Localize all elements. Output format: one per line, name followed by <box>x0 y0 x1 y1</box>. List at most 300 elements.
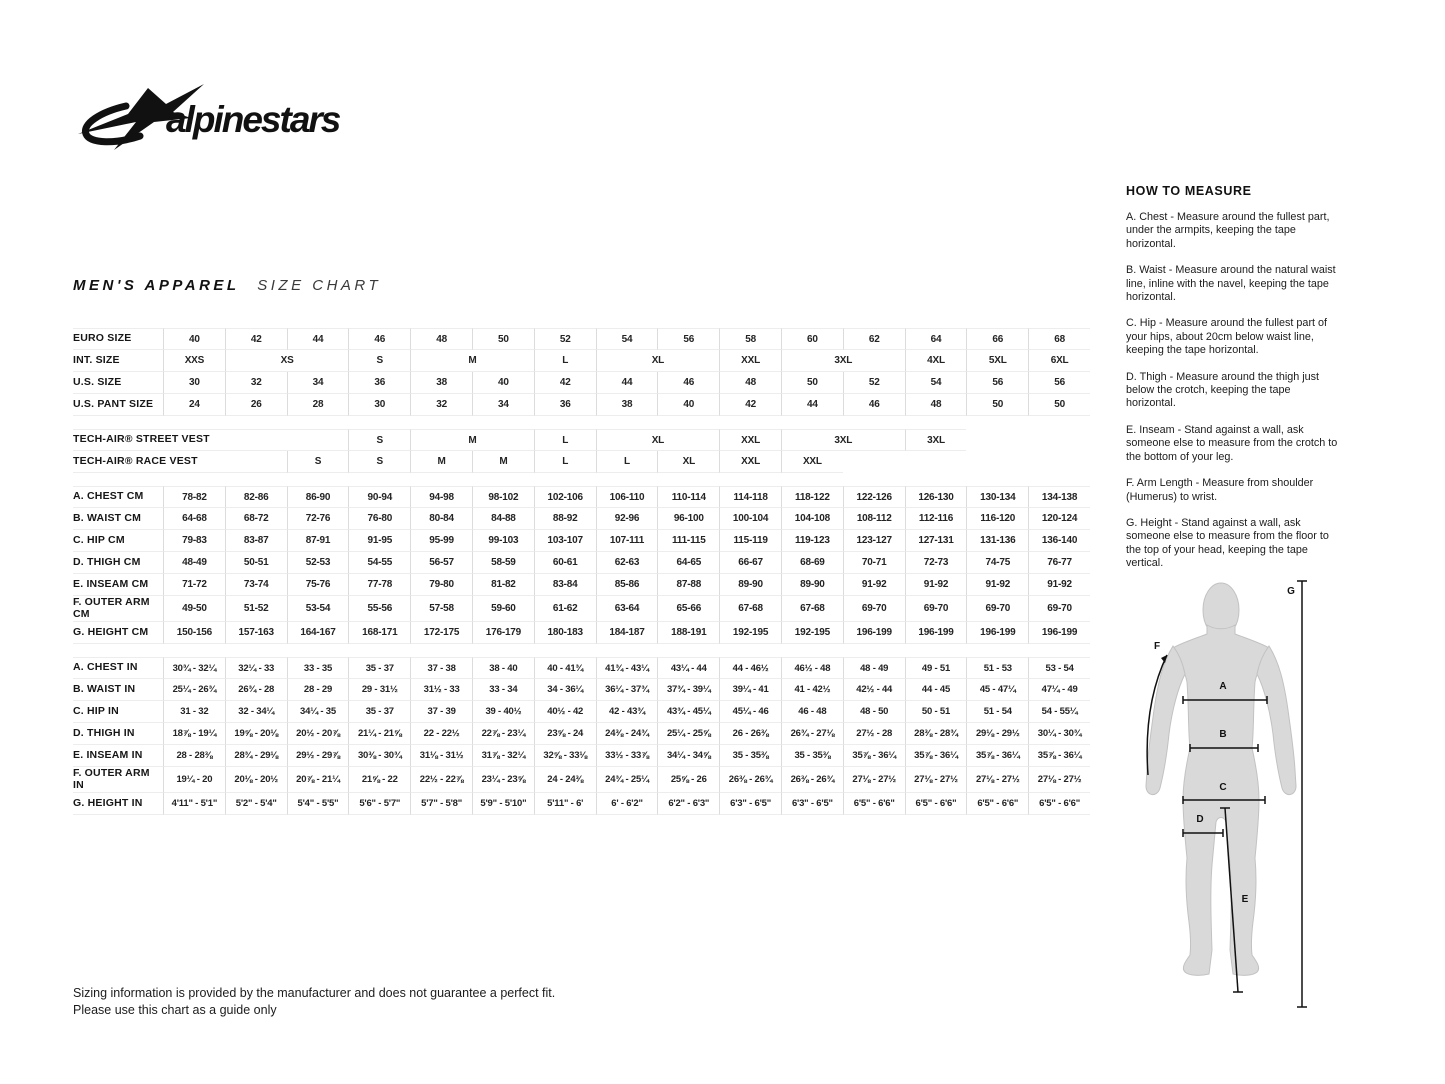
size-cell: 96-100 <box>657 508 719 530</box>
size-cell: 94-98 <box>410 486 472 508</box>
size-cell: 35 - 35⅜ <box>781 745 843 767</box>
size-cell: 74-75 <box>966 552 1028 574</box>
size-cell: 57-58 <box>410 596 472 622</box>
body-silhouette-icon <box>1146 583 1296 975</box>
size-cell: 134-138 <box>1028 486 1090 508</box>
size-cell: 40 <box>472 372 534 394</box>
size-cell: 176-179 <box>472 622 534 644</box>
table-row <box>73 596 1090 622</box>
size-cell: 90-94 <box>348 486 410 508</box>
size-cell: 107-111 <box>596 530 658 552</box>
size-cell: 59-60 <box>472 596 534 622</box>
size-cell: 56-57 <box>410 552 472 574</box>
size-cell: 104-108 <box>781 508 843 530</box>
size-cell: M <box>410 350 534 372</box>
size-cell: 196-199 <box>1028 622 1090 644</box>
size-cell: 54 - 55¼ <box>1028 701 1090 723</box>
size-cell: 52-53 <box>287 552 349 574</box>
size-cell: 76-77 <box>1028 552 1090 574</box>
size-cell: 27⅛ - 27½ <box>905 767 967 793</box>
size-cell: 23⅝ - 24 <box>534 723 596 745</box>
size-cell: 40 <box>657 394 719 416</box>
size-cell: 64 <box>905 328 967 350</box>
size-cell: 83-84 <box>534 574 596 596</box>
size-cell: 71-72 <box>163 574 225 596</box>
size-cell: 36 <box>534 394 596 416</box>
table-row <box>73 767 1090 793</box>
logo-wordmark: alpinestars <box>166 99 340 140</box>
size-cell: 34¼ - 34⅝ <box>657 745 719 767</box>
size-cell: 126-130 <box>905 486 967 508</box>
size-cell: 50 <box>472 328 534 350</box>
measure-instruction: G. Height - Stand against a wall, ask someone else to measure from the floor to the top of your head, keeping the tape vertical. <box>1126 516 1329 570</box>
size-cell: 5'9" - 5'10" <box>472 793 534 815</box>
size-cell: 46 <box>657 372 719 394</box>
size-cell: 49-50 <box>163 596 225 622</box>
disclaimer-line-2: Please use this chart as a guide only <box>73 1003 277 1017</box>
size-cell: 41¾ - 43¼ <box>596 657 658 679</box>
size-cell: 58-59 <box>472 552 534 574</box>
size-cell: 29⅛ - 29½ <box>966 723 1028 745</box>
size-table <box>73 328 1090 815</box>
waist-label: B <box>1219 729 1227 740</box>
size-cell: XL <box>657 451 719 473</box>
size-cell: 37 - 39 <box>410 701 472 723</box>
size-cell: 89-90 <box>719 574 781 596</box>
size-cell: 5XL <box>966 350 1028 372</box>
empty-cell <box>966 429 1090 451</box>
size-cell: 33 - 35 <box>287 657 349 679</box>
table-row <box>73 745 1090 767</box>
size-cell: 5'2" - 5'4" <box>225 793 287 815</box>
size-cell: 184-187 <box>596 622 658 644</box>
size-cell: 38 <box>596 394 658 416</box>
size-cell: 164-167 <box>287 622 349 644</box>
size-cell: 32 <box>410 394 472 416</box>
size-cell: 46½ - 48 <box>781 657 843 679</box>
size-cell: 60-61 <box>534 552 596 574</box>
size-cell: 75-76 <box>287 574 349 596</box>
size-cell: 131-136 <box>966 530 1028 552</box>
size-cell: 35 - 37 <box>348 701 410 723</box>
size-cell: 50 <box>966 394 1028 416</box>
size-cell: L <box>596 451 658 473</box>
size-cell: 48 <box>905 394 967 416</box>
size-cell: 50-51 <box>225 552 287 574</box>
size-cell: 21⅝ - 22 <box>348 767 410 793</box>
size-cell: 6'5" - 6'6" <box>1028 793 1090 815</box>
height-measure-line <box>1297 581 1307 1007</box>
size-cell: 46 - 48 <box>781 701 843 723</box>
size-cell: 103-107 <box>534 530 596 552</box>
row-label: F. OUTER ARM IN <box>73 767 163 793</box>
size-cell: 85-86 <box>596 574 658 596</box>
size-cell: 46 <box>843 394 905 416</box>
size-cell: 43¼ - 44 <box>657 657 719 679</box>
size-cell: 64-68 <box>163 508 225 530</box>
size-cell: 54 <box>596 328 658 350</box>
size-cell: 92-96 <box>596 508 658 530</box>
size-cell: 78-82 <box>163 486 225 508</box>
chest-label: A <box>1219 681 1227 692</box>
size-cell: 31½ - 33 <box>410 679 472 701</box>
row-label: G. HEIGHT CM <box>73 622 163 644</box>
size-cell: M <box>472 451 534 473</box>
size-cell: 76-80 <box>348 508 410 530</box>
size-cell: 50 <box>781 372 843 394</box>
size-cell: L <box>534 429 596 451</box>
size-cell: 67-68 <box>781 596 843 622</box>
row-label: U.S. PANT SIZE <box>73 394 163 416</box>
alpinestars-logo <box>70 82 400 154</box>
table-row <box>73 574 1090 596</box>
size-cell: 69-70 <box>966 596 1028 622</box>
size-cell: 119-123 <box>781 530 843 552</box>
size-cell: 37 - 38 <box>410 657 472 679</box>
size-cell: 54 <box>905 372 967 394</box>
size-cell: 23¼ - 23⅝ <box>472 767 534 793</box>
table-group-cm <box>73 486 1090 644</box>
size-cell: 95-99 <box>410 530 472 552</box>
size-cell: 30¾ - 32¼ <box>163 657 225 679</box>
size-cell: 72-73 <box>905 552 967 574</box>
size-cell: 34 <box>472 394 534 416</box>
table-row <box>73 701 1090 723</box>
table-row <box>73 394 1090 416</box>
size-cell: 22½ - 22⅞ <box>410 767 472 793</box>
size-cell: 80-84 <box>410 508 472 530</box>
size-cell: XXL <box>719 451 781 473</box>
size-cell: 6'5" - 6'6" <box>966 793 1028 815</box>
hip-label: C <box>1219 782 1227 793</box>
size-cell: 44 <box>287 328 349 350</box>
row-label: INT. SIZE <box>73 350 163 372</box>
how-to-measure-heading: HOW TO MEASURE <box>1126 184 1252 198</box>
measure-instruction: A. Chest - Measure around the fullest part, under the armpits, keeping the tape horizontal. <box>1126 211 1330 250</box>
size-cell: 196-199 <box>905 622 967 644</box>
size-cell: 38 - 40 <box>472 657 534 679</box>
table-group-sizes <box>73 328 1090 416</box>
size-cell: 56 <box>657 328 719 350</box>
size-cell: 40 - 41¾ <box>534 657 596 679</box>
size-cell: 79-83 <box>163 530 225 552</box>
row-label: U.S. SIZE <box>73 372 163 394</box>
row-label: F. OUTER ARM CM <box>73 596 163 622</box>
size-cell: 91-92 <box>1028 574 1090 596</box>
size-cell: S <box>348 451 410 473</box>
size-cell: 127-131 <box>905 530 967 552</box>
size-cell: XL <box>596 350 720 372</box>
size-cell: 28 <box>287 394 349 416</box>
size-cell: 196-199 <box>843 622 905 644</box>
size-cell: 32⅝ - 33⅛ <box>534 745 596 767</box>
measure-instruction: D. Thigh - Measure around the thigh just below the crotch, keeping the tape horizontal. <box>1126 370 1320 410</box>
how-to-measure-list <box>1126 211 1340 571</box>
size-cell: 116-120 <box>966 508 1028 530</box>
footer-disclaimer <box>73 985 555 1019</box>
size-cell: 70-71 <box>843 552 905 574</box>
height-label: G <box>1287 586 1295 597</box>
table-row <box>73 508 1090 530</box>
size-cell: 61-62 <box>534 596 596 622</box>
size-cell: 5'6" - 5'7" <box>348 793 410 815</box>
size-cell: 36 <box>348 372 410 394</box>
size-cell: 45¼ - 46 <box>719 701 781 723</box>
size-cell: M <box>410 451 472 473</box>
size-cell: XS <box>225 350 349 372</box>
size-cell: 26¾ - 28 <box>225 679 287 701</box>
row-label: TECH-AIR® STREET VEST <box>73 429 163 451</box>
thigh-label: D <box>1196 814 1204 825</box>
size-cell: 34 <box>287 372 349 394</box>
size-cell: 25⅝ - 26 <box>657 767 719 793</box>
empty-cell <box>843 451 1090 473</box>
size-cell: 122-126 <box>843 486 905 508</box>
size-cell: 19¼ - 20 <box>163 767 225 793</box>
size-cell: 180-183 <box>534 622 596 644</box>
size-cell: 38 <box>410 372 472 394</box>
size-cell: 87-88 <box>657 574 719 596</box>
size-cell: 172-175 <box>410 622 472 644</box>
size-cell: 18⅞ - 19¼ <box>163 723 225 745</box>
size-cell: 33 - 34 <box>472 679 534 701</box>
row-label: A. CHEST IN <box>73 657 163 679</box>
size-cell: 26¾ - 27⅛ <box>781 723 843 745</box>
row-label: E. INSEAM CM <box>73 574 163 596</box>
row-label: E. INSEAM IN <box>73 745 163 767</box>
table-row <box>73 328 1090 350</box>
size-cell: 32 - 34¼ <box>225 701 287 723</box>
size-cell: 120-124 <box>1028 508 1090 530</box>
size-cell: 69-70 <box>1028 596 1090 622</box>
size-cell: S <box>348 429 410 451</box>
size-cell: 55-56 <box>348 596 410 622</box>
size-cell: 32 <box>225 372 287 394</box>
row-label: C. HIP IN <box>73 701 163 723</box>
table-row <box>73 552 1090 574</box>
size-cell: 42 <box>719 394 781 416</box>
size-cell: 28⅜ - 28¾ <box>905 723 967 745</box>
table-row <box>73 679 1090 701</box>
size-cell: 42 <box>534 372 596 394</box>
size-cell: 31 - 32 <box>163 701 225 723</box>
size-cell: 5'7" - 5'8" <box>410 793 472 815</box>
size-cell: 54-55 <box>348 552 410 574</box>
size-cell: 35⅞ - 36¼ <box>1028 745 1090 767</box>
size-cell: 62 <box>843 328 905 350</box>
size-cell: 79-80 <box>410 574 472 596</box>
arm-label: F <box>1153 641 1161 652</box>
page-title-secondary: SIZE CHART <box>257 277 382 294</box>
size-cell: S <box>348 350 410 372</box>
size-cell: 51-52 <box>225 596 287 622</box>
size-cell: 27⅛ - 27½ <box>966 767 1028 793</box>
size-cell: 26 - 26⅜ <box>719 723 781 745</box>
size-cell: 66 <box>966 328 1028 350</box>
size-cell: 6'2" - 6'3" <box>657 793 719 815</box>
size-cell: 3XL <box>905 429 967 451</box>
size-cell: 69-70 <box>843 596 905 622</box>
row-label: D. THIGH IN <box>73 723 163 745</box>
size-cell: 82-86 <box>225 486 287 508</box>
size-cell: 114-118 <box>719 486 781 508</box>
size-cell: 91-92 <box>905 574 967 596</box>
size-cell: 29 - 31½ <box>348 679 410 701</box>
size-cell: 29½ - 29⅞ <box>287 745 349 767</box>
size-cell: 3XL <box>781 429 905 451</box>
size-cell: 65-66 <box>657 596 719 622</box>
size-cell: 24¾ - 25¼ <box>596 767 658 793</box>
size-cell: 50 <box>1028 394 1090 416</box>
size-cell: 81-82 <box>472 574 534 596</box>
how-to-measure-panel <box>1126 184 1340 584</box>
size-cell: 22⅞ - 23¼ <box>472 723 534 745</box>
size-cell: 6'3" - 6'5" <box>781 793 843 815</box>
size-cell: 35 - 37 <box>348 657 410 679</box>
size-cell: 37¾ - 39¼ <box>657 679 719 701</box>
size-cell: XXL <box>719 350 781 372</box>
size-cell: 48-49 <box>163 552 225 574</box>
row-label: C. HIP CM <box>73 530 163 552</box>
size-cell: 52 <box>843 372 905 394</box>
size-cell: 64-65 <box>657 552 719 574</box>
size-cell: 32¼ - 33 <box>225 657 287 679</box>
size-cell: 27½ - 28 <box>843 723 905 745</box>
size-cell: 150-156 <box>163 622 225 644</box>
body-measurement-diagram <box>1133 570 1323 1030</box>
size-cell: 35⅞ - 36¼ <box>966 745 1028 767</box>
size-cell: 52 <box>534 328 596 350</box>
size-cell: 130-134 <box>966 486 1028 508</box>
size-cell: 67-68 <box>719 596 781 622</box>
size-cell: 31⅞ - 32¼ <box>472 745 534 767</box>
size-cell: 100-104 <box>719 508 781 530</box>
size-cell: 72-76 <box>287 508 349 530</box>
measure-instruction: C. Hip - Measure around the fullest part of your hips, about 20cm below waist line, keeping the tape horizontal. <box>1126 317 1328 357</box>
size-cell: 42½ - 44 <box>843 679 905 701</box>
size-cell: 157-163 <box>225 622 287 644</box>
row-label: B. WAIST IN <box>73 679 163 701</box>
table-row <box>73 530 1090 552</box>
size-cell: 20⅛ - 20½ <box>225 767 287 793</box>
size-cell: 34 - 36¼ <box>534 679 596 701</box>
size-cell: 53-54 <box>287 596 349 622</box>
size-cell: 192-195 <box>719 622 781 644</box>
size-cell: 24 <box>163 394 225 416</box>
size-cell: 87-91 <box>287 530 349 552</box>
table-row <box>73 486 1090 508</box>
size-cell: 66-67 <box>719 552 781 574</box>
size-cell: 41 - 42½ <box>781 679 843 701</box>
size-cell: 24 - 24⅜ <box>534 767 596 793</box>
size-cell: L <box>534 350 596 372</box>
size-cell: 84-88 <box>472 508 534 530</box>
size-cell: 50 - 51 <box>905 701 967 723</box>
table-row <box>73 451 1090 473</box>
size-cell: 89-90 <box>781 574 843 596</box>
size-cell: S <box>287 451 349 473</box>
size-cell: 27⅛ - 27½ <box>1028 767 1090 793</box>
size-cell: 91-95 <box>348 530 410 552</box>
size-cell: 106-110 <box>596 486 658 508</box>
size-cell: 77-78 <box>348 574 410 596</box>
size-cell: 44 - 45 <box>905 679 967 701</box>
measure-instruction: E. Inseam - Stand against a wall, ask someone else to measure from the crotch to the bottom of your leg. <box>1126 423 1338 463</box>
measure-instruction: F. Arm Length - Measure from shoulder (Humerus) to wrist. <box>1126 477 1314 503</box>
size-cell: 6' - 6'2" <box>596 793 658 815</box>
size-cell: 6'5" - 6'6" <box>843 793 905 815</box>
size-cell: 28 - 29 <box>287 679 349 701</box>
table-row <box>73 429 1090 451</box>
size-cell: 48 - 50 <box>843 701 905 723</box>
size-cell: 91-92 <box>843 574 905 596</box>
size-cell: 30⅜ - 30¾ <box>348 745 410 767</box>
size-cell: 26⅜ - 26¾ <box>719 767 781 793</box>
size-cell: 28 - 28⅜ <box>163 745 225 767</box>
size-cell: 35⅞ - 36¼ <box>843 745 905 767</box>
size-cell: XL <box>596 429 720 451</box>
size-cell: 73-74 <box>225 574 287 596</box>
size-cell: 68-72 <box>225 508 287 530</box>
size-cell: 44 <box>596 372 658 394</box>
size-cell: 91-92 <box>966 574 1028 596</box>
size-cell: 20½ - 20⅞ <box>287 723 349 745</box>
size-cell: 196-199 <box>966 622 1028 644</box>
table-row <box>73 723 1090 745</box>
size-cell: L <box>534 451 596 473</box>
size-cell: 44 <box>781 394 843 416</box>
disclaimer-line-1: Sizing information is provided by the manufacturer and does not guarantee a perfect fit. <box>73 986 556 1000</box>
size-cell: 108-112 <box>843 508 905 530</box>
size-cell: 43¾ - 45¼ <box>657 701 719 723</box>
size-cell: 42 - 43¾ <box>596 701 658 723</box>
page-title <box>73 277 381 294</box>
row-label: EURO SIZE <box>73 328 163 350</box>
size-cell: 39¼ - 41 <box>719 679 781 701</box>
size-cell: 69-70 <box>905 596 967 622</box>
size-cell: 30 <box>163 372 225 394</box>
size-cell: 44 - 46½ <box>719 657 781 679</box>
size-cell: 3XL <box>781 350 905 372</box>
size-cell: 34¼ - 35 <box>287 701 349 723</box>
size-cell: 24⅜ - 24¾ <box>596 723 658 745</box>
size-cell: 35 - 35⅜ <box>719 745 781 767</box>
size-cell: 42 <box>225 328 287 350</box>
size-cell: 136-140 <box>1028 530 1090 552</box>
size-cell: 40½ - 42 <box>534 701 596 723</box>
size-cell: 47¼ - 49 <box>1028 679 1090 701</box>
size-cell: 22 - 22½ <box>410 723 472 745</box>
size-cell: 51 - 53 <box>966 657 1028 679</box>
size-cell: 31⅛ - 31½ <box>410 745 472 767</box>
size-cell: 5'4" - 5'5" <box>287 793 349 815</box>
size-cell: 5'11" - 6' <box>534 793 596 815</box>
size-cell: 98-102 <box>472 486 534 508</box>
size-cell: XXL <box>781 451 843 473</box>
size-cell: 110-114 <box>657 486 719 508</box>
measure-instruction: B. Waist - Measure around the natural waist line, inline with the navel, keeping the tape horizontal. <box>1126 264 1336 304</box>
size-cell: 56 <box>966 372 1028 394</box>
size-cell: 60 <box>781 328 843 350</box>
row-label: B. WAIST CM <box>73 508 163 530</box>
size-cell: 39 - 40½ <box>472 701 534 723</box>
row-label: G. HEIGHT IN <box>73 793 163 815</box>
page-title-primary: MEN'S APPAREL <box>73 277 240 294</box>
size-cell: 62-63 <box>596 552 658 574</box>
size-cell: 115-119 <box>719 530 781 552</box>
size-cell: 99-103 <box>472 530 534 552</box>
size-cell: 35⅞ - 36¼ <box>905 745 967 767</box>
